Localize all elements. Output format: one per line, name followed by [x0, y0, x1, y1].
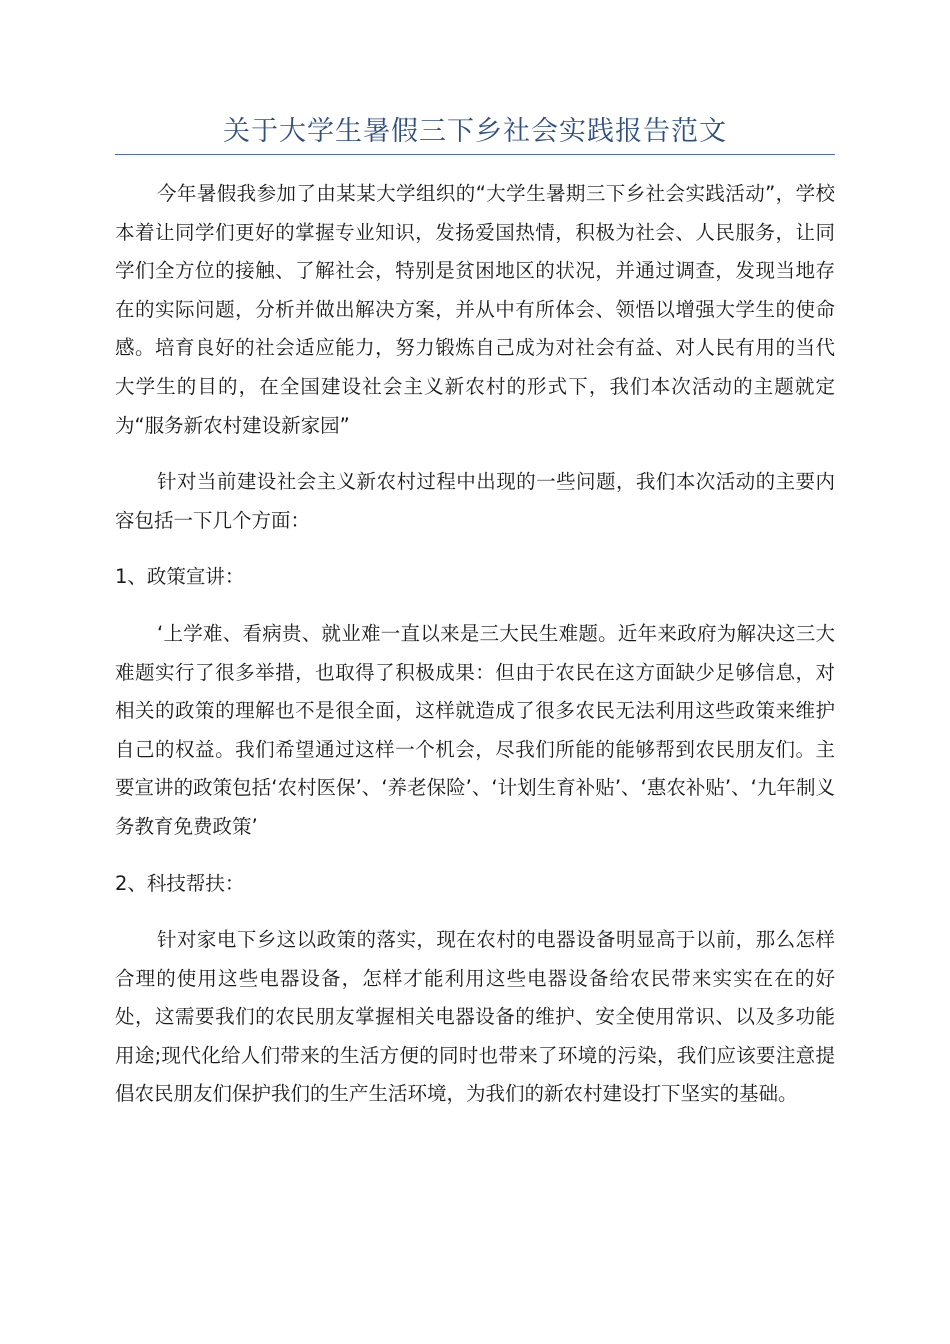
paragraph-intro: 今年暑假我参加了由某某大学组织的“大学生暑期三下乡社会实践活动”，学校本着让同学们更好的掌握专业知识，发扬爱国热情，积极为社会、人民服务，让同学们全方位的接触、了解社会，特别是贫困地区的状况，并通过调查，发现当地存在的实际问题，分析并做出解决方案，并从中有所体会、领悟以增强大学生的使命感。培育良好的社会适应能力，努力锻炼自己成为对社会有益、对人民有用的当代大学生的目的，在全国建设社会主义新农村的形式下，我们本次活动的主题就定为“服务新农村建设新家园”: [115, 182, 835, 437]
section-heading-policy: 1、政策宣讲：: [115, 565, 245, 589]
title-underline: [115, 154, 835, 155]
paragraph-policy: ‘上学难、看病贵、就业难一直以来是三大民生难题。近年来政府为解决这三大难题实行了很多举措，也取得了积极成果：但由于农民在这方面缺少足够信息，对相关的政策的理解也不是很全面，这样就造成了很多农民无法利用这些政策来维护自己的权益。我们希望通过这样一个机会，尽我们所能的能够帮到农民朋友们。主要宣讲的政策包括‘农村医保’、‘养老保险’、‘计划生育补贴’、‘惠农补贴’、‘九年制义务教育免费政策’: [115, 621, 835, 838]
document-title: 关于大学生暑假三下乡社会实践报告范文: [223, 116, 727, 147]
section-heading-technology: 2、科技帮扶：: [115, 871, 245, 895]
paragraph-technology: 针对家电下乡这以政策的落实，现在农村的电器设备明显高于以前，那么怎样合理的使用这些电器设备，怎样才能利用这些电器设备给农民带来实实在在的好处，这需要我们的农民朋友掌握相关电器设备的维护、安全使用常识、以及多功能用途;现代化给人们带来的生活方便的同时也带来了环境的污染，我们应该要注意提倡农民朋友们保护我们的生产生活环境，为我们的新农村建设打下坚实的基础。: [115, 928, 835, 1106]
document-body: [115, 175, 835, 1132]
paragraph-activity-overview: 针对当前建设社会主义新农村过程中出现的一些问题，我们本次活动的主要内容包括一下几个方面：: [115, 470, 835, 532]
